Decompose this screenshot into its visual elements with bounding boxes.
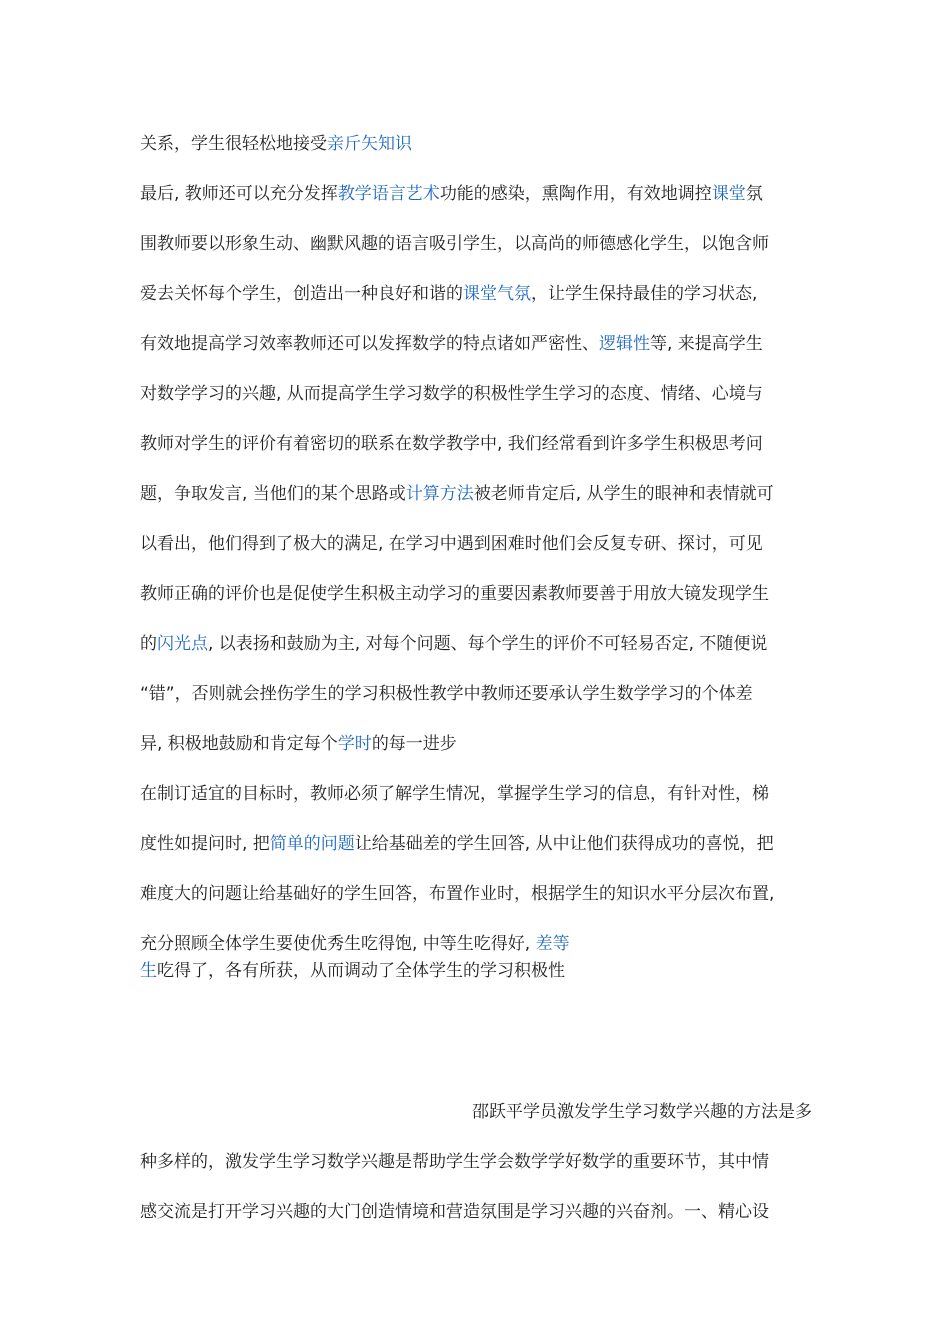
text-segment: 教师对学生的评价有着密切的联系在数学教学中, 我们经常看到许多学生积极思考问 <box>140 434 763 454</box>
keyword-link[interactable]: 计算方法 <box>405 484 474 504</box>
keyword-link[interactable]: 学时 <box>337 734 372 754</box>
text-line <box>140 960 820 982</box>
text-line <box>140 533 820 555</box>
text-segment: 邵跃平学员激发学生学习数学兴趣的方法是多 <box>472 1102 812 1122</box>
text-segment: , 以表扬和鼓励为主, 对每个问题、每个学生的评价不可轻易否定, 不随便说 <box>208 634 768 654</box>
text-segment: 功能的感染，熏陶作用，有效地调控 <box>439 184 712 204</box>
text-segment: 爱去关怀每个学生，创造出一种良好和谐的 <box>140 284 463 304</box>
text-line <box>140 1201 820 1223</box>
text-line <box>140 1151 820 1173</box>
text-line <box>140 183 820 205</box>
text-segment: 题，争取发言, 当他们的某个思路或 <box>140 484 406 504</box>
text-line <box>140 933 820 955</box>
text-segment: 有效地提高学习效率教师还可以发挥数学的特点诸如严密性、 <box>140 334 599 354</box>
keyword-link[interactable]: 课堂气氛 <box>463 284 531 304</box>
text-segment: 吃得了，各有所获，从而调动了全体学生的学习积极性 <box>157 961 565 981</box>
text-line <box>140 333 820 355</box>
text-segment: 的 <box>140 634 157 654</box>
text-segment: 度性如提问时, 把 <box>140 834 270 854</box>
keyword-link[interactable]: 差等 <box>535 934 570 954</box>
text-line <box>140 383 820 405</box>
text-segment: 种多样的，激发学生学习数学兴趣是帮助学生学会数学学好数学的重要环节，其中情 <box>140 1152 769 1172</box>
text-line <box>140 133 820 155</box>
text-line <box>140 633 820 655</box>
text-line <box>140 883 820 905</box>
text-segment: 被老师肯定后, 从学生的眼神和表情就可 <box>473 484 774 504</box>
keyword-link[interactable]: 亲斤矢知识 <box>327 134 412 154</box>
text-segment: 充分照顾全体学生要使优秀生吃得饱, 中等生吃得好, <box>140 934 536 954</box>
text-segment: 关系，学生很轻松地接受 <box>140 134 327 154</box>
keyword-link[interactable]: 闪光点 <box>157 634 208 654</box>
text-line <box>140 583 820 605</box>
keyword-link[interactable]: 教学语言艺术 <box>337 184 440 204</box>
text-segment: “错”，否则就会挫伤学生的学习积极性教学中教师还要承认学生数学学习的个体差 <box>140 684 753 704</box>
text-segment: 异, 积极地鼓励和肯定每个 <box>140 734 338 754</box>
text-line <box>140 433 820 455</box>
text-segment: 感交流是打开学习兴趣的大门创造情境和营造氛围是学习兴趣的兴奋剂。一、精心设 <box>140 1202 769 1222</box>
text-segment: 等, 来提高学生 <box>650 334 763 354</box>
text-line <box>140 733 820 755</box>
text-line <box>140 783 820 805</box>
text-line <box>140 283 820 305</box>
keyword-link[interactable]: 生 <box>140 961 157 981</box>
keyword-link[interactable]: 课堂 <box>711 184 746 204</box>
text-segment: ，让学生保持最佳的学习状态, <box>531 284 758 304</box>
text-line <box>140 483 820 505</box>
text-segment: 围教师要以形象生动、幽默风趣的语言吸引学生，以高尚的师德感化学生，以饱含师 <box>140 234 769 254</box>
text-segment: 在制订适宜的目标时，教师必须了解学生情况，掌握学生学习的信息，有针对性，梯 <box>140 784 769 804</box>
text-segment: 的每一进步 <box>371 734 457 754</box>
text-segment: 以看出，他们得到了极大的满足, 在学习中遇到困难时他们会反复专研、探讨，可见 <box>140 534 763 554</box>
keyword-link[interactable]: 逻辑性 <box>599 334 650 354</box>
text-line <box>140 833 820 855</box>
text-segment: 氛 <box>745 184 763 204</box>
text-line <box>140 683 820 705</box>
text-segment: 难度大的问题让给基础好的学生回答，布置作业时，根据学生的知识水平分层次布置, <box>140 884 775 904</box>
text-segment: 让给基础差的学生回答, 从中让他们获得成功的喜悦，把 <box>354 834 774 854</box>
text-segment: 对数学学习的兴趣, 从而提高学生学习数学的积极性学生学习的态度、情绪、心境与 <box>140 384 763 404</box>
text-line <box>472 1101 812 1123</box>
text-line <box>140 233 820 255</box>
keyword-link[interactable]: 简单的问题 <box>269 834 355 854</box>
text-segment: 教师正确的评价也是促使学生积极主动学习的重要因素教师要善于用放大镜发现学生 <box>140 584 769 604</box>
text-segment: 最后, 教师还可以充分发挥 <box>140 184 338 204</box>
